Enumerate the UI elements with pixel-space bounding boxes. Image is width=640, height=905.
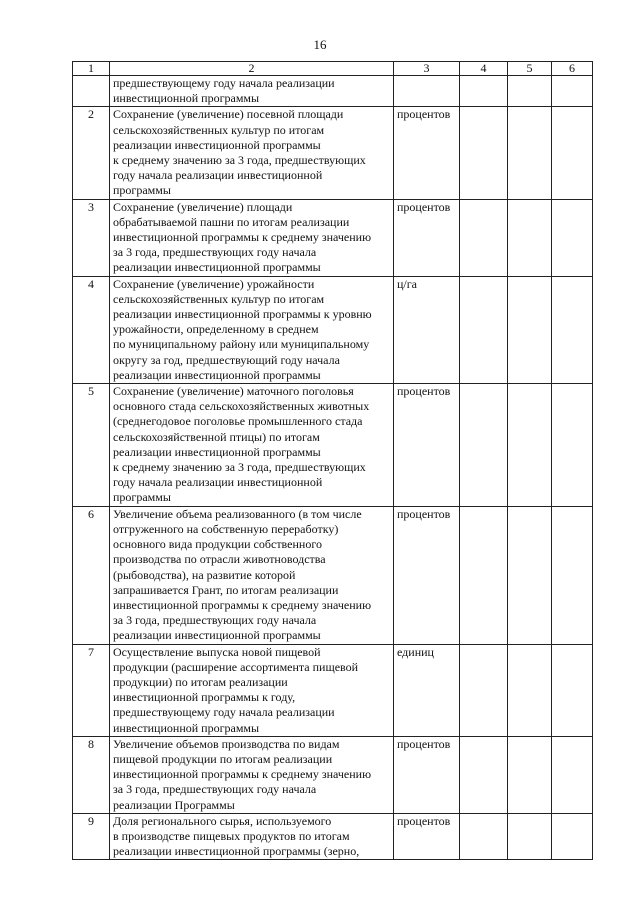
indicator-description — [110, 644, 394, 736]
indicators-table — [72, 61, 593, 860]
unit-of-measure: процентов — [394, 813, 460, 860]
indicator-description — [110, 276, 394, 383]
unit-of-measure: процентов — [394, 107, 460, 199]
column-header-6: 6 — [552, 62, 593, 76]
row-number: 2 — [73, 107, 110, 199]
description-line: Сохранение (увеличение) урожайности — [113, 276, 315, 291]
description-line: сельскохозяйственных культур по итогам — [113, 291, 325, 306]
description-line: инвестиционной программы к среднему значению — [113, 767, 372, 782]
description-line: реализации инвестиционной программы — [113, 444, 321, 459]
value-cell-col-5 — [508, 644, 552, 736]
description-line: реализации инвестиционной программы — [113, 367, 321, 382]
value-cell-col-5 — [508, 736, 552, 813]
description-line: по муниципальному району или муниципальному — [113, 337, 370, 352]
value-cell-col-4 — [460, 107, 508, 199]
table-row — [73, 506, 593, 644]
description-line: инвестиционной программы — [113, 91, 260, 106]
unit-of-measure — [394, 76, 460, 107]
description-line: инвестиционной программы к среднему значению — [113, 230, 372, 245]
row-number: 6 — [73, 506, 110, 644]
value-cell-col-4 — [460, 506, 508, 644]
description-line: Осуществление выпуска новой пищевой — [113, 644, 321, 659]
unit-of-measure: процентов — [394, 384, 460, 507]
value-cell-col-6 — [552, 813, 593, 860]
description-line: реализации инвестиционной программы — [113, 137, 321, 152]
description-line: за 3 года, предшествующих году начала — [113, 245, 317, 260]
description-line: году начала реализации инвестиционной — [113, 168, 323, 183]
column-header-3: 3 — [394, 62, 460, 76]
value-cell-col-6 — [552, 276, 593, 383]
unit-of-measure: процентов — [394, 199, 460, 276]
column-header-4: 4 — [460, 62, 508, 76]
table-row — [73, 736, 593, 813]
value-cell-col-4 — [460, 384, 508, 507]
unit-of-measure: ц/га — [394, 276, 460, 383]
indicator-description — [110, 736, 394, 813]
header-row — [73, 62, 593, 76]
value-cell-col-5 — [508, 506, 552, 644]
table-row — [73, 276, 593, 383]
description-line: округу за год, предшествующий году начала — [113, 352, 340, 367]
unit-of-measure: единиц — [394, 644, 460, 736]
unit-of-measure: процентов — [394, 506, 460, 644]
description-line: Увеличение объема реализованного (в том числе — [113, 506, 362, 521]
value-cell-col-4 — [460, 736, 508, 813]
value-cell-col-6 — [552, 644, 593, 736]
description-line: программы — [113, 183, 171, 198]
table-body — [73, 76, 593, 860]
description-line: Увеличение объемов производства по видам — [113, 736, 340, 751]
value-cell-col-6 — [552, 506, 593, 644]
description-line: запрашивается Грант, по итогам реализации — [113, 582, 339, 597]
column-header-1: 1 — [73, 62, 110, 76]
description-line: за 3 года, предшествующих году начала — [113, 782, 317, 797]
indicator-description — [110, 76, 394, 107]
value-cell-col-5 — [508, 813, 552, 860]
description-line: урожайности, определенному в среднем — [113, 322, 319, 337]
table-row — [73, 199, 593, 276]
description-line: основного стада сельскохозяйственных животных — [113, 399, 370, 414]
table-row — [73, 76, 593, 107]
value-cell-col-4 — [460, 76, 508, 107]
description-line: инвестиционной программы — [113, 720, 260, 735]
row-number: 5 — [73, 384, 110, 507]
value-cell-col-5 — [508, 199, 552, 276]
value-cell-col-5 — [508, 384, 552, 507]
description-line: программы — [113, 490, 171, 505]
description-line: производства по отрасли животноводства — [113, 552, 326, 567]
column-header-2: 2 — [110, 62, 394, 76]
value-cell-col-4 — [460, 813, 508, 860]
description-line: (среднегодовое поголовье промышленного стада — [113, 414, 363, 429]
table-row — [73, 107, 593, 199]
description-line: к среднему значению за 3 года, предшествующих — [113, 460, 366, 475]
description-line: Доля регионального сырья, используемого — [113, 813, 332, 828]
value-cell-col-6 — [552, 107, 593, 199]
description-line: отгруженного на собственную переработку) — [113, 521, 339, 536]
row-number: 7 — [73, 644, 110, 736]
value-cell-col-5 — [508, 276, 552, 383]
description-line: за 3 года, предшествующих году начала — [113, 613, 317, 628]
description-line: Сохранение (увеличение) маточного поголовья — [113, 384, 354, 399]
description-line: реализации инвестиционной программы — [113, 628, 321, 643]
value-cell-col-6 — [552, 199, 593, 276]
unit-of-measure: процентов — [394, 736, 460, 813]
page-number: 16 — [313, 37, 327, 52]
value-cell-col-6 — [552, 76, 593, 107]
description-line: реализации Программы — [113, 797, 235, 812]
table-row — [73, 813, 593, 860]
value-cell-col-6 — [552, 736, 593, 813]
description-line: инвестиционной программы к году, — [113, 690, 296, 705]
indicator-description — [110, 506, 394, 644]
description-line: году начала реализации инвестиционной — [113, 475, 323, 490]
description-line: Сохранение (увеличение) площади — [113, 199, 293, 214]
description-line: предшествующему году начала реализации — [113, 705, 335, 720]
indicator-description — [110, 107, 394, 199]
description-line: в производстве пищевых продуктов по итогам — [113, 828, 350, 843]
table-row — [73, 384, 593, 507]
row-number: 4 — [73, 276, 110, 383]
row-number: 8 — [73, 736, 110, 813]
column-header-5: 5 — [508, 62, 552, 76]
row-number: 3 — [73, 199, 110, 276]
description-line: инвестиционной программы к среднему значению — [113, 597, 372, 612]
value-cell-col-6 — [552, 384, 593, 507]
description-line: основного вида продукции собственного — [113, 537, 322, 552]
description-line: реализации инвестиционной программы к уровню — [113, 307, 372, 322]
description-line: продукции (расширение ассортимента пищевой — [113, 659, 359, 674]
row-number: 9 — [73, 813, 110, 860]
value-cell-col-4 — [460, 644, 508, 736]
table-row — [73, 644, 593, 736]
description-line: пищевой продукции по итогам реализации — [113, 751, 333, 766]
indicator-description — [110, 813, 394, 860]
description-line: (рыбоводства), на развитие которой — [113, 567, 296, 582]
indicator-description — [110, 199, 394, 276]
description-line: реализации инвестиционной программы (зерно, — [113, 844, 360, 859]
description-line: сельскохозяйственной птицы) по итогам — [113, 429, 320, 444]
row-number — [73, 76, 110, 107]
description-line: обрабатываемой пашни по итогам реализации — [113, 214, 350, 229]
value-cell-col-4 — [460, 276, 508, 383]
indicator-description — [110, 384, 394, 507]
description-line: продукции) по итогам реализации — [113, 674, 288, 689]
description-line: предшествующему году начала реализации — [113, 76, 335, 90]
description-line: реализации инвестиционной программы — [113, 260, 321, 275]
description-line: к среднему значению за 3 года, предшествующих — [113, 153, 366, 168]
value-cell-col-5 — [508, 76, 552, 107]
value-cell-col-4 — [460, 199, 508, 276]
value-cell-col-5 — [508, 107, 552, 199]
description-line: Сохранение (увеличение) посевной площади — [113, 107, 344, 122]
description-line: сельскохозяйственных культур по итогам — [113, 122, 325, 137]
